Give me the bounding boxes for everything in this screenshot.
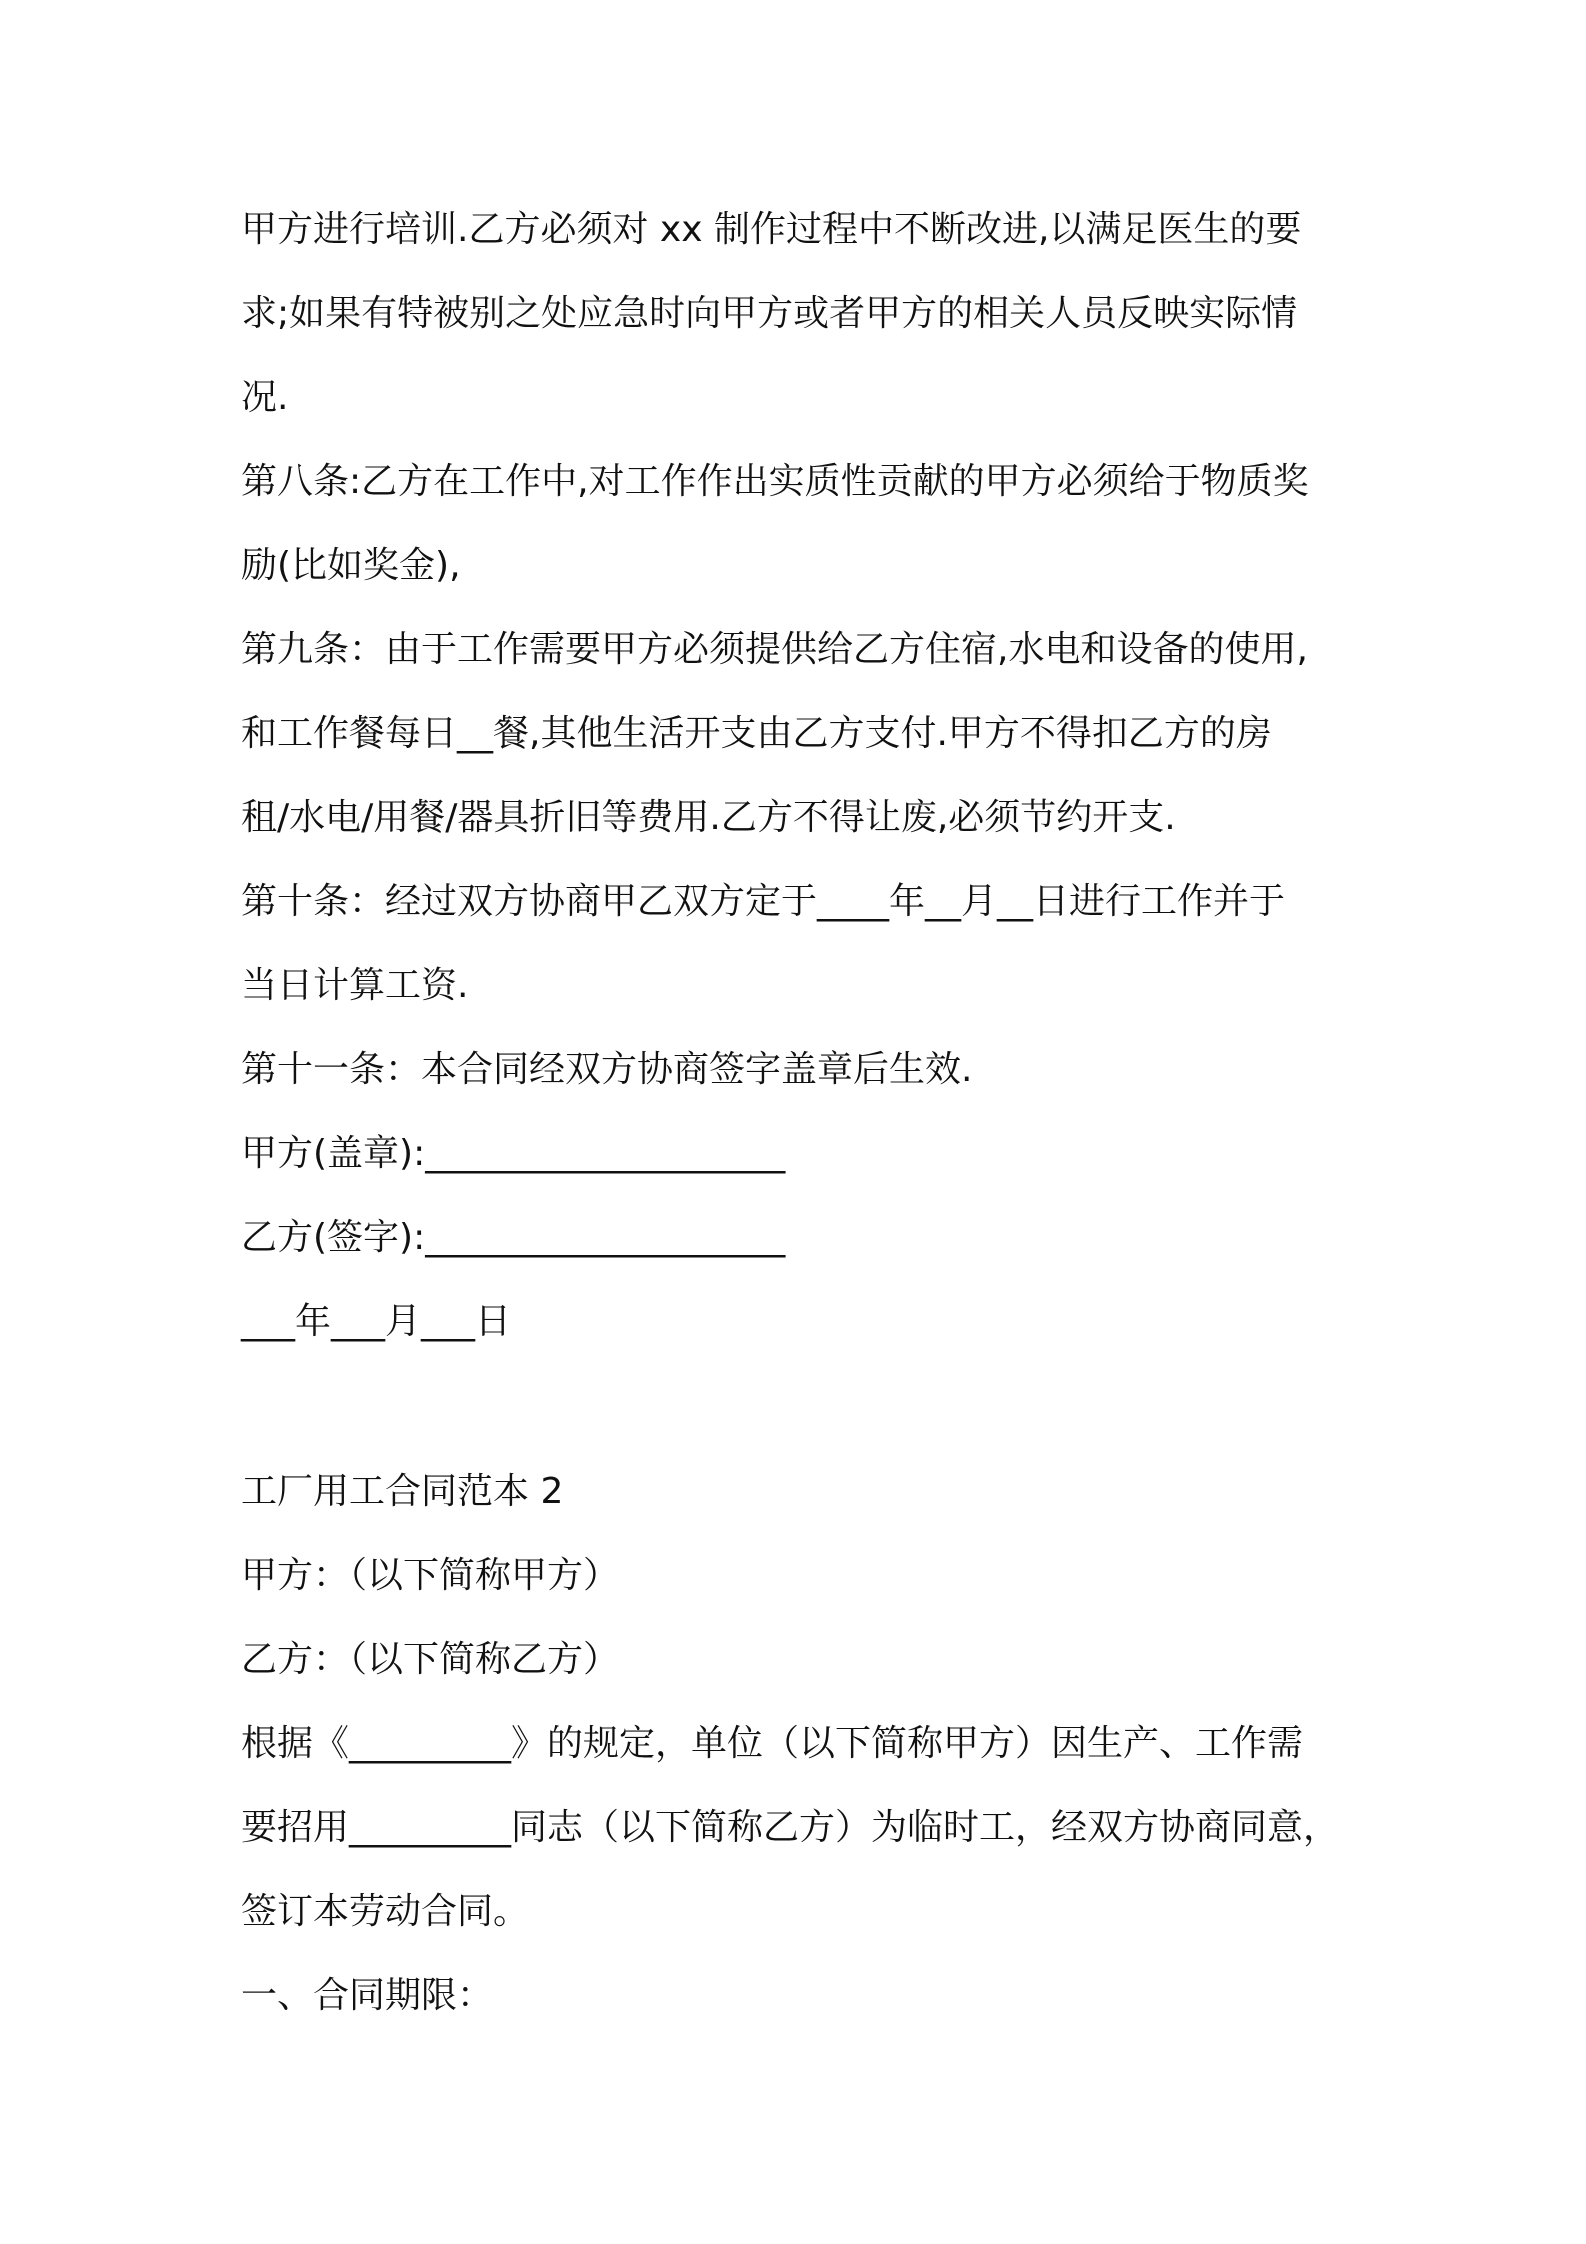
clause-11-line: 第十一条：本合同经双方协商签字盖章后生效.: [241, 1049, 973, 1090]
text-line: 签订本劳动合同。: [241, 1891, 530, 1932]
party-a-line: 甲方：（以下简称甲方）: [241, 1555, 620, 1596]
text-line: 和工作餐每日__餐,其他生活开支由乙方支付.甲方不得扣乙方的房: [241, 713, 1272, 754]
date-line: ___年___月___日: [241, 1301, 512, 1342]
text-line: 况.: [241, 377, 289, 418]
text-line: 甲方进行培训.乙方必须对 xx 制作过程中不断改进,以满足医生的要: [241, 209, 1302, 250]
text-line: 求;如果有特被别之处应急时向甲方或者甲方的相关人员反映实际情: [241, 293, 1298, 334]
clause-9-line: 第九条：由于工作需要甲方必须提供给乙方住宿,水电和设备的使用,: [241, 629, 1308, 670]
text-line: 租/水电/用餐/器具折旧等费用.乙方不得让废,必须节约开支.: [241, 797, 1176, 838]
text-line: 根据《_________》的规定，单位（以下简称甲方）因生产、工作需: [241, 1723, 1304, 1764]
clause-8-line: 第八条:乙方在工作中,对工作作出实质性贡献的甲方必须给于物质奖: [241, 461, 1309, 502]
contract-term-heading: 一、合同期限：: [241, 1975, 494, 2016]
party-b-line: 乙方：（以下简称乙方）: [241, 1639, 620, 1680]
text-line: 励(比如奖金),: [241, 545, 461, 586]
text-line: 当日计算工资.: [241, 965, 469, 1006]
party-b-sign-line: 乙方(签字):____________________: [241, 1217, 786, 1258]
clause-10-line: 第十条：经过双方协商甲乙双方定于____年__月__日进行工作并于: [241, 881, 1286, 922]
text-line: 要招用_________同志（以下简称乙方）为临时工，经双方协商同意，: [241, 1807, 1340, 1848]
party-a-seal-line: 甲方(盖章):____________________: [241, 1133, 786, 1174]
section-title: 工厂用工合同范本 2: [241, 1471, 564, 1512]
